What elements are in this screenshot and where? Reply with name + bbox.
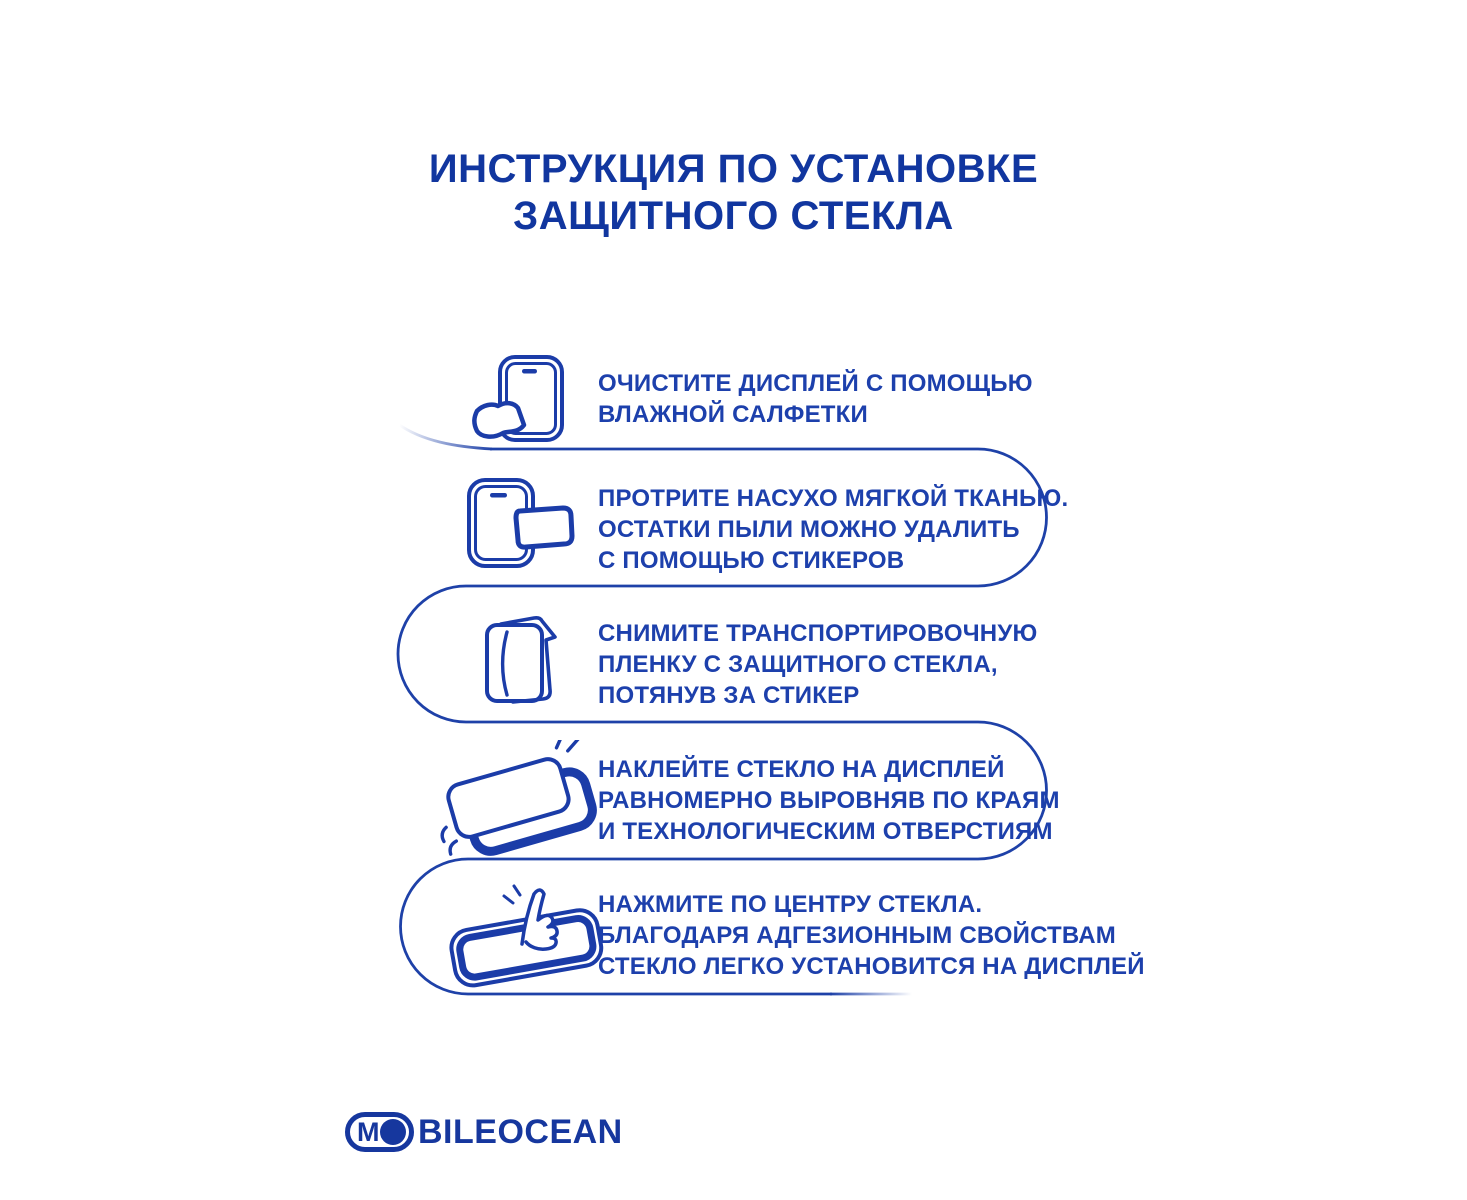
- step-text-line: ПЛЕНКУ С ЗАЩИТНОГО СТЕКЛА,: [598, 651, 998, 678]
- glass-align-icon: [430, 740, 610, 860]
- step-text-line: И ТЕХНОЛОГИЧЕСКИМ ОТВЕРСТИЯМ: [598, 818, 1053, 845]
- phone-sticker-icon: [466, 477, 580, 569]
- step-text-line: ОЧИСТИТЕ ДИСПЛЕЙ С ПОМОЩЬЮ: [598, 370, 1033, 397]
- step-text-line: НАКЛЕЙТЕ СТЕКЛО НА ДИСПЛЕЙ: [598, 756, 1005, 783]
- step-text-1: [598, 368, 1033, 430]
- glass-film-peel-icon: [477, 612, 579, 704]
- logo-badge: [345, 1112, 414, 1152]
- brand-logo: [345, 1112, 623, 1152]
- step-text-5: [598, 889, 1145, 982]
- step-text-line: ПРОТРИТЕ НАСУХО МЯГКОЙ ТКАНЬЮ.: [598, 485, 1069, 512]
- page-title-line-1: ИНСТРУКЦИЯ ПО УСТАНОВКЕ: [428, 147, 1039, 191]
- step-text-4: [598, 754, 1060, 847]
- glass-press-icon: [438, 876, 612, 988]
- page-title: [0, 146, 1467, 240]
- logo-circle-icon: [380, 1119, 406, 1145]
- step-text-line: ПОТЯНУВ ЗА СТИКЕР: [598, 682, 860, 709]
- step-text-line: С ПОМОЩЬЮ СТИКЕРОВ: [598, 547, 905, 574]
- step-text-line: РАВНОМЕРНО ВЫРОВНЯВ ПО КРАЯМ: [598, 787, 1060, 814]
- step-text-line: БЛАГОДАРЯ АДГЕЗИОННЫМ СВОЙСТВАМ: [598, 922, 1116, 949]
- step-text-line: НАЖМИТЕ ПО ЦЕНТРУ СТЕКЛА.: [598, 891, 983, 918]
- step-text-3: [598, 618, 1037, 711]
- step-text-line: СТЕКЛО ЛЕГКО УСТАНОВИТСЯ НА ДИСПЛЕЙ: [598, 953, 1145, 980]
- step-text-2: [598, 483, 1068, 576]
- step-text-line: ОСТАТКИ ПЫЛИ МОЖНО УДАЛИТЬ: [598, 516, 1020, 543]
- logo-letter-m: M: [357, 1116, 379, 1147]
- step-text-line: СНИМИТЕ ТРАНСПОРТИРОВОЧНУЮ: [598, 620, 1038, 647]
- step-text-line: ВЛАЖНОЙ САЛФЕТКИ: [598, 401, 868, 428]
- page-title-line-2: ЗАЩИТНОГО СТЕКЛА: [513, 194, 954, 238]
- logo-wordmark: BILEOCEAN: [418, 1112, 623, 1151]
- phone-wipe-icon: [468, 354, 582, 444]
